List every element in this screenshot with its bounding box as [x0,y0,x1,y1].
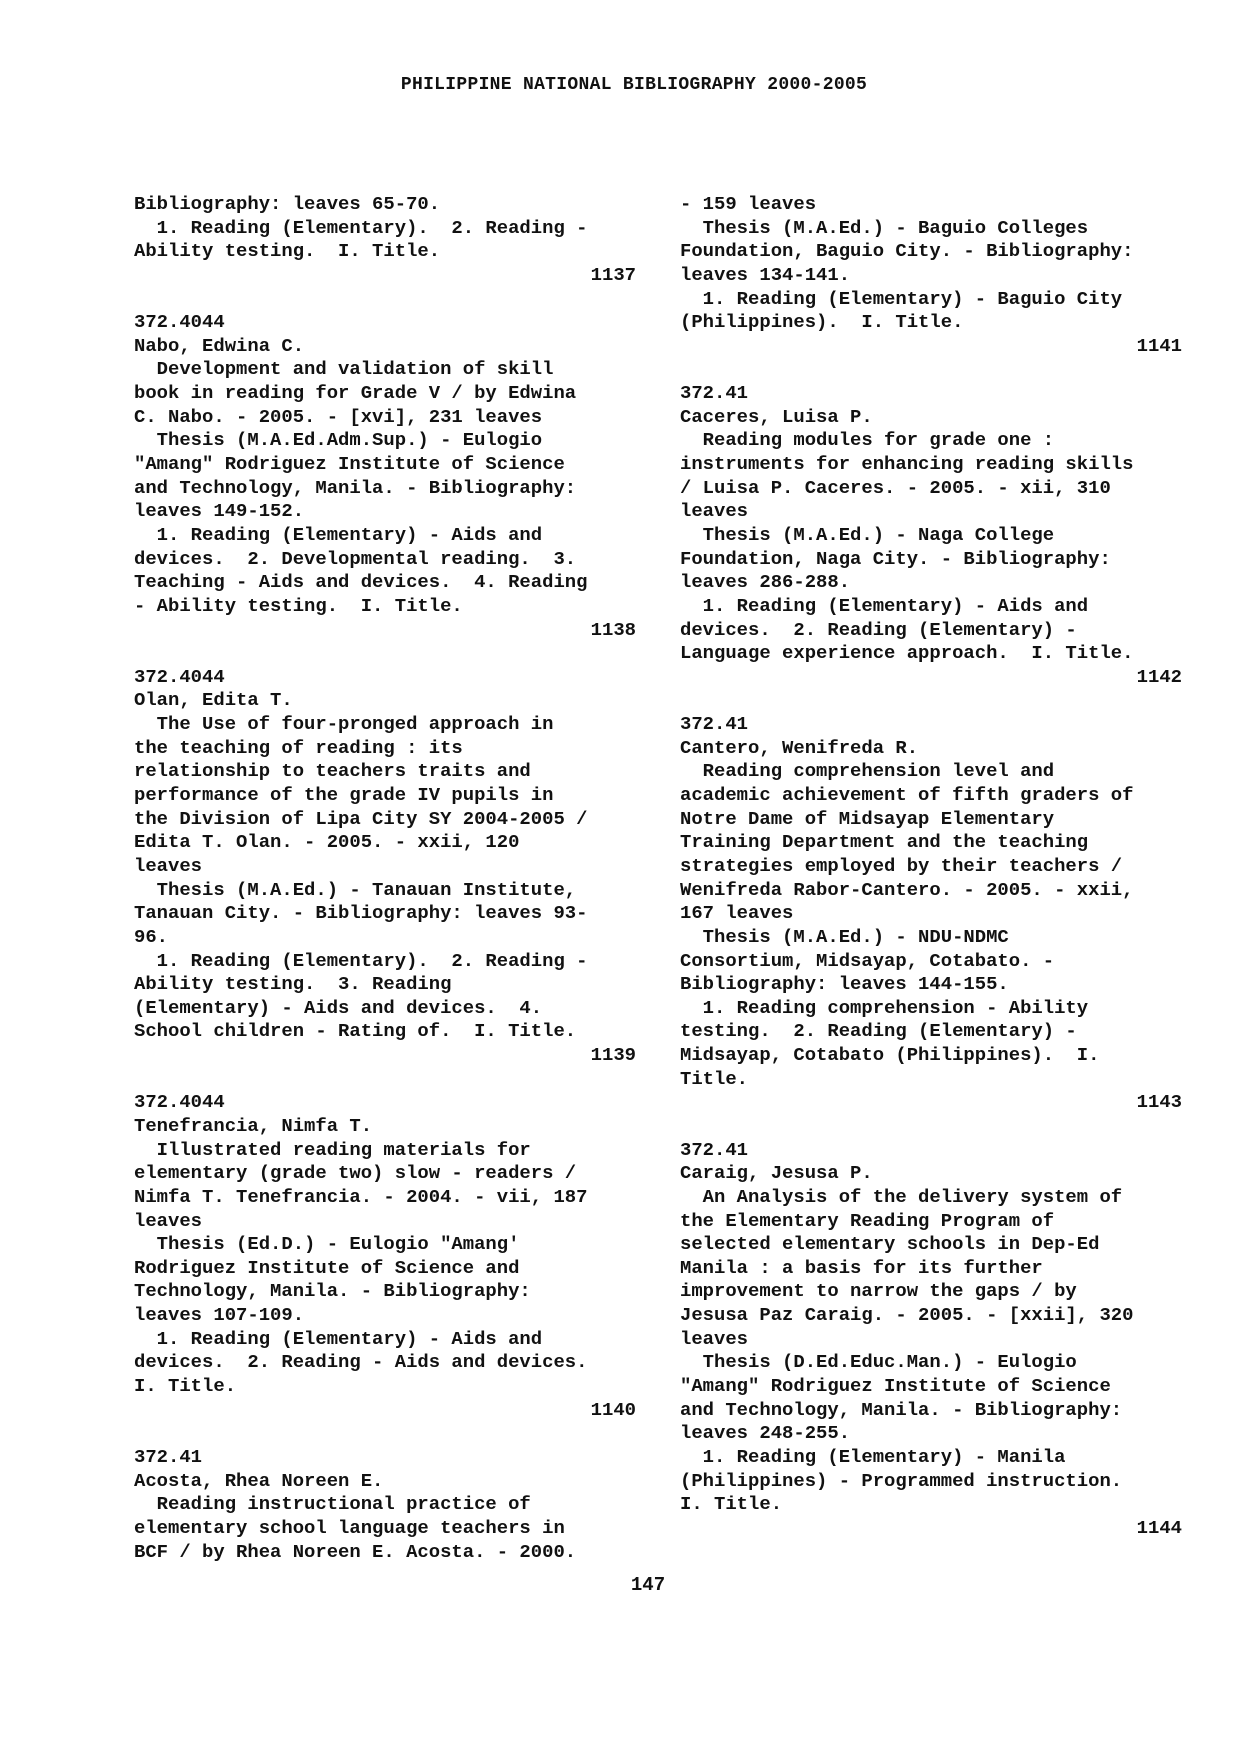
entry-line: Thesis (Ed.D.) - Eulogio "Amang' [134,1233,520,1256]
blank-line [134,1422,636,1446]
entry-line: (Philippines). I. Title. [680,311,964,334]
entry-line: 372.4044 [134,665,225,688]
entry-line: Thesis (M.A.Ed.Adm.Sup.) - Eulogio [134,429,543,452]
entry-line: 372.41 [680,382,749,405]
entry-line: the teaching of reading : its [134,736,463,759]
right-column [680,193,1182,1541]
entry-line: 167 leaves [680,902,794,925]
entry-line: Cantero, Wenifreda R. [680,736,919,759]
entry-line: An Analysis of the delivery system of [680,1185,1123,1208]
entry-line: academic achievement of fifth graders of [680,784,1134,807]
entry-line: 1. Reading (Elementary) - Manila [680,1445,1066,1468]
entry-line: Reading modules for grade one : [680,429,1055,452]
entry-line: Nimfa T. Tenefrancia. - 2004. - vii, 187 [134,1185,588,1208]
entry-line: Foundation, Baguio City. - Bibliography: [680,240,1134,263]
entry-line: improvement to narrow the gaps / by [680,1280,1077,1303]
entry-number: 1140 [590,1398,636,1421]
entry-line: (Philippines) - Programmed instruction. [680,1469,1123,1492]
entry-number: 1143 [1136,1091,1182,1114]
entry-line: elementary school language teachers in [134,1516,565,1539]
entry-line: Consortium, Midsayap, Cotabato. - [680,949,1055,972]
entry-line: Rodriguez Institute of Science and [134,1256,520,1279]
entry-line: the Division of Lipa City SY 2004-2005 / [134,807,588,830]
entry-line: Olan, Edita T. [134,689,293,712]
entry-line: Tanauan City. - Bibliography: leaves 93- [134,902,588,925]
entry-line: 1. Reading (Elementary) - Baguio City [680,287,1123,310]
entry-line: Ability testing. I. Title. [134,240,441,263]
entry-line: (Elementary) - Aids and devices. 4. [134,996,543,1019]
entry-line: instruments for enhancing reading skills [680,453,1134,476]
entry-line: the Elementary Reading Program of [680,1209,1055,1232]
entry-line: leaves 149-152. [134,500,305,523]
entry-line: 1. Reading (Elementary). 2. Reading - [134,216,588,239]
entry-line: devices. 2. Reading (Elementary) - [680,618,1077,641]
entry-line: Thesis (M.A.Ed.) - Baguio Colleges [680,216,1089,239]
entry-line: 372.41 [680,713,749,736]
entry-line: devices. 2. Developmental reading. 3. [134,547,577,570]
entry-line: Bibliography: leaves 65-70. [134,193,441,215]
entry-line: Midsayap, Cotabato (Philippines). I. [680,1044,1100,1067]
entry-line: selected elementary schools in Dep-Ed [680,1233,1100,1256]
entry-line: elementary (grade two) slow - readers / [134,1162,577,1185]
entry-number: 1142 [1136,665,1182,688]
blank-line [134,288,636,312]
entry-line: - Ability testing. I. Title. [134,594,463,617]
entry-line: Thesis (M.A.Ed.) - Naga College [680,523,1055,546]
entry-line: School children - Rating of. I. Title. [134,1020,577,1043]
entry-line: Foundation, Naga City. - Bibliography: [680,547,1111,570]
entry-line: leaves 248-255. [680,1422,851,1445]
entry-number: 1137 [590,263,636,286]
left-column [134,193,636,1564]
entry-line: Acosta, Rhea Noreen E. [134,1469,384,1492]
entry-line: Wenifreda Rabor-Cantero. - 2005. - xxii, [680,878,1134,901]
entry-line: 1. Reading (Elementary). 2. Reading - [134,949,588,972]
entry-line: "Amang" Rodriguez Institute of Science [680,1375,1111,1398]
entry-line: leaves [680,500,749,523]
entry-line: Nabo, Edwina C. [134,334,305,357]
entry-line: relationship to teachers traits and [134,760,531,783]
entry-line: - 159 leaves [680,193,817,215]
entry-line: 96. [134,925,169,948]
entry-line: 372.41 [680,1138,749,1161]
entry-line: Technology, Manila. - Bibliography: [134,1280,531,1303]
entry-line: leaves [134,1209,203,1232]
entry-line: Reading instructional practice of [134,1493,531,1516]
entry-line: Reading comprehension level and [680,760,1055,783]
entry-line: devices. 2. Reading - Aids and devices. [134,1351,588,1374]
entry-line: Teaching - Aids and devices. 4. Reading [134,571,588,594]
entry-line: Caraig, Jesusa P. [680,1162,873,1185]
entry-line: 372.4044 [134,311,225,334]
entry-line: Thesis (D.Ed.Educ.Man.) - Eulogio [680,1351,1077,1374]
running-header: PHILIPPINE NATIONAL BIBLIOGRAPHY 2000-2005 [400,75,868,95]
blank-line [134,642,636,666]
entry-number: 1144 [1136,1516,1182,1539]
entry-line: BCF / by Rhea Noreen E. Acosta. - 2000. [134,1540,577,1563]
entry-line: "Amang" Rodriguez Institute of Science [134,453,565,476]
entry-line: book in reading for Grade V / by Edwina [134,382,577,405]
entry-line: / Luisa P. Caceres. - 2005. - xii, 310 [680,476,1111,499]
entry-line: 1. Reading (Elementary) - Aids and [134,523,543,546]
entry-line: Manila : a basis for its further [680,1256,1043,1279]
entry-line: Title. [680,1067,749,1090]
entry-line: Edita T. Olan. - 2005. - xxii, 120 [134,831,520,854]
entry-line: 1. Reading (Elementary) - Aids and [134,1327,543,1350]
entry-line: leaves 107-109. [134,1304,305,1327]
entry-line: Thesis (M.A.Ed.) - Tanauan Institute, [134,878,577,901]
entry-line: 1. Reading (Elementary) - Aids and [680,594,1089,617]
entry-line: 1. Reading comprehension - Ability [680,996,1089,1019]
blank-line [134,1068,636,1092]
entry-line: Caceres, Luisa P. [680,405,873,428]
entry-line: Illustrated reading materials for [134,1138,531,1161]
entry-line: Tenefrancia, Nimfa T. [134,1114,373,1137]
entry-line: Thesis (M.A.Ed.) - NDU-NDMC [680,925,1009,948]
entry-line: Ability testing. 3. Reading [134,973,452,996]
blank-line [680,358,1182,382]
entry-line: Training Department and the teaching [680,831,1089,854]
entry-line: 372.4044 [134,1091,225,1114]
entry-line: leaves [134,854,203,877]
entry-line: The Use of four-pronged approach in [134,713,554,736]
entry-line: leaves 134-141. [680,263,851,286]
entry-line: and Technology, Manila. - Bibliography: [680,1398,1123,1421]
entry-line: Jesusa Paz Caraig. - 2005. - [xxii], 320 [680,1304,1134,1327]
entry-line: Language experience approach. I. Title. [680,642,1134,665]
entry-line: and Technology, Manila. - Bibliography: [134,476,577,499]
entry-number: 1138 [590,618,636,641]
blank-line [680,689,1182,713]
entry-line: Development and validation of skill [134,358,554,381]
page-number: 147 [630,1574,666,1596]
entry-line: testing. 2. Reading (Elementary) - [680,1020,1077,1043]
entry-line: I. Title. [134,1375,237,1398]
entry-line: Bibliography: leaves 144-155. [680,973,1009,996]
entry-line: performance of the grade IV pupils in [134,784,554,807]
entry-number: 1141 [1136,334,1182,357]
entry-number: 1139 [590,1044,636,1067]
blank-line [680,1115,1182,1139]
entry-line: leaves 286-288. [680,571,851,594]
entry-line: I. Title. [680,1493,783,1516]
entry-line: Notre Dame of Midsayap Elementary [680,807,1055,830]
entry-line: leaves [680,1327,749,1350]
entry-line: 372.41 [134,1445,203,1468]
entry-line: C. Nabo. - 2005. - [xvi], 231 leaves [134,405,543,428]
entry-line: strategies employed by their teachers / [680,854,1123,877]
